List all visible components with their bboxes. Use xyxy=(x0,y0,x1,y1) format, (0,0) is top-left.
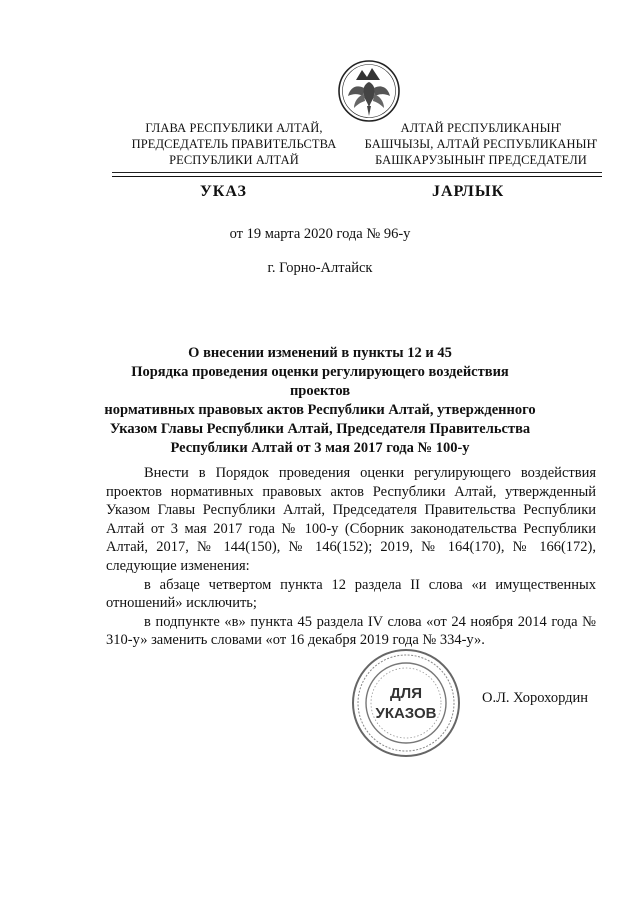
title-line: Республики Алтай от 3 мая 2017 года № 100-у xyxy=(170,440,470,456)
body-paragraph: в абзаце четвертом пункта 12 раздела II слова «и имущественных отношений» исключить; xyxy=(106,576,596,612)
header-right-line: БАШКАРУЗЫНЫҤ ПРЕДСЕДАТЕЛИ xyxy=(375,153,587,167)
doc-type-russian: УКАЗ xyxy=(200,183,247,200)
header-divider-thick xyxy=(112,176,602,177)
title-line: О внесении изменений в пункты 12 и 45 xyxy=(188,345,452,361)
header-right-org xyxy=(356,120,606,168)
document-body xyxy=(106,464,596,650)
title-line: Указом Главы Республики Алтай, Председателя Правительства xyxy=(109,421,531,437)
doc-type-altai: ЈАРЛЫК xyxy=(432,183,505,200)
stamp-text-line: ДЛЯ xyxy=(390,685,422,702)
title-line: нормативных правовых актов Республики Алтай, утвержденного xyxy=(104,402,536,418)
header-left-line: РЕСПУБЛИКИ АЛТАЙ xyxy=(169,153,299,167)
title-line: Порядка проведения оценки регулирующего воздействия проектов xyxy=(131,364,509,399)
document-city: г. Горно-Алтайск xyxy=(267,260,373,276)
body-paragraph: в подпункте «в» пункта 45 раздела IV слова «от 24 ноября 2014 года № 310-у» заменить словами «от 16 декабря 2019 года № 334-у». xyxy=(106,613,596,649)
signer-name: О.Л. Хорохордин xyxy=(482,690,589,706)
header-left-line: ГЛАВА РЕСПУБЛИКИ АЛТАЙ, xyxy=(145,121,323,135)
document-title xyxy=(100,344,540,458)
header-right-line: БАШЧЫЗЫ, АЛТАЙ РЕСПУБЛИКАНЫҤ xyxy=(364,137,598,151)
coat-of-arms-emblem xyxy=(334,58,404,124)
header-left-org xyxy=(120,120,348,168)
body-paragraph: Внести в Порядок проведения оценки регулирующего воздействия проектов нормативных правовых актов Республики Алтай, утвержденный Указом Главы Республики Алтай, Председателя Правительства Республики Алтай от 3 мая 2017 года № 100-у (Сборник законодательства Республики Алтай, 2017, № 144(150), № 146(152); 2019, № 164(170), № 166(172), следующие изменения: xyxy=(106,465,596,574)
header-divider-thin xyxy=(112,172,602,173)
header-left-line: ПРЕДСЕДАТЕЛЬ ПРАВИТЕЛЬСТВА xyxy=(131,137,337,151)
stamp-text-line: УКАЗОВ xyxy=(375,705,437,722)
official-stamp xyxy=(350,648,462,758)
header-right-line: АЛТАЙ РЕСПУБЛИКАНЫҤ xyxy=(400,121,562,135)
document-date-number: от 19 марта 2020 года № 96-у xyxy=(229,226,411,242)
